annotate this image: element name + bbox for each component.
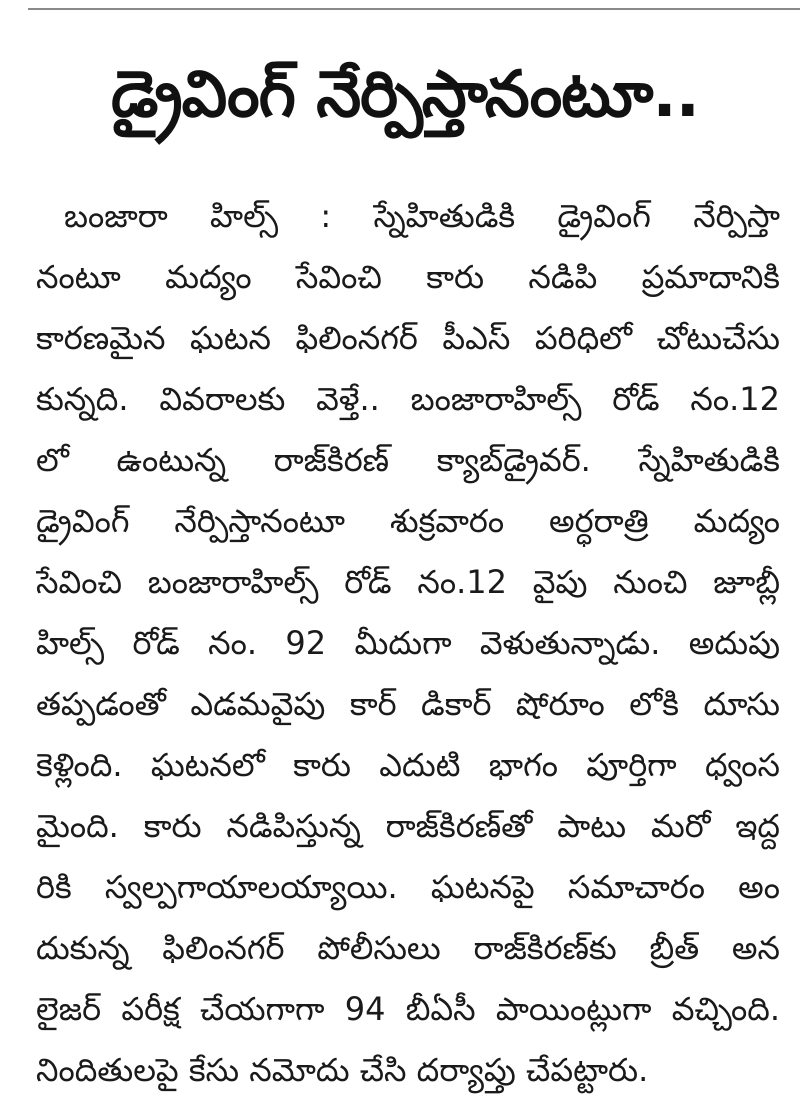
top-divider <box>28 8 800 10</box>
article-headline: డ్రైవింగ్ నేర్పిస్తానంటూ.. <box>111 58 699 132</box>
article-line: లో ఉంటున్న రాజ్‌కిరణ్ క్యాబ్‌డ్రైవర్. స్నేహితుడికి <box>36 441 780 479</box>
article-line: బంజారా హిల్స్ : స్నేహితుడికి డ్రైవింగ్ నేర్పిస్తా <box>64 197 780 235</box>
article-line: రికి స్వల్పగాయాలయ్యాయి. ఘటనపై సమాచారం అం <box>36 868 780 906</box>
article-body <box>36 186 780 1101</box>
article-line: కెళ్లింది. ఘటనలో కారు ఎదుటి భాగం పూర్తిగా ధ్వంస <box>36 746 780 784</box>
article-line: డ్రైవింగ్ నేర్పిస్తానంటూ శుక్రవారం అర్ధరాత్రి మద్యం <box>36 502 780 540</box>
article-line: కున్నది. వివరాలకు వెళ్తే.. బంజారాహిల్స్ రోడ్ నం.12 <box>36 380 780 418</box>
article-line: నిందితులపై కేసు నమోదు చేసి దర్యాప్తు చేపట్టారు. <box>36 1051 649 1089</box>
article-line: లైజర్ పరీక్ష చేయగాగా 94 బీఏసీ పాయింట్లుగా వచ్చింది. <box>36 990 780 1028</box>
article-line: మైంది. కారు నడిపిస్తున్న రాజ్‌కిరణ్‌తో పాటు మరో ఇద్ద <box>36 807 780 845</box>
article-line: నంటూ మద్యం సేవించి కారు నడిపి ప్రమాదానికి <box>36 258 780 296</box>
article-line: కారణమైన ఘటన ఫిలింనగర్ పీఎస్ పరిధిలో చోటుచేసు <box>36 319 780 357</box>
article-line: దుకున్న ఫిలింనగర్ పోలీసులు రాజ్‌కిరణ్‌కు బ్రీత్ అన <box>36 929 780 967</box>
article-line: సేవించి బంజారాహిల్స్ రోడ్ నం.12 వైపు నుంచి జూబ్లీ <box>36 563 780 601</box>
article-line: తప్పడంతో ఎడమవైపు కార్ డికార్ షోరూం లోకి దూసు <box>36 685 780 723</box>
article-line: హిల్స్ రోడ్ నం. 92 మీదుగా వెళుతున్నాడు. అదుపు <box>36 624 780 662</box>
